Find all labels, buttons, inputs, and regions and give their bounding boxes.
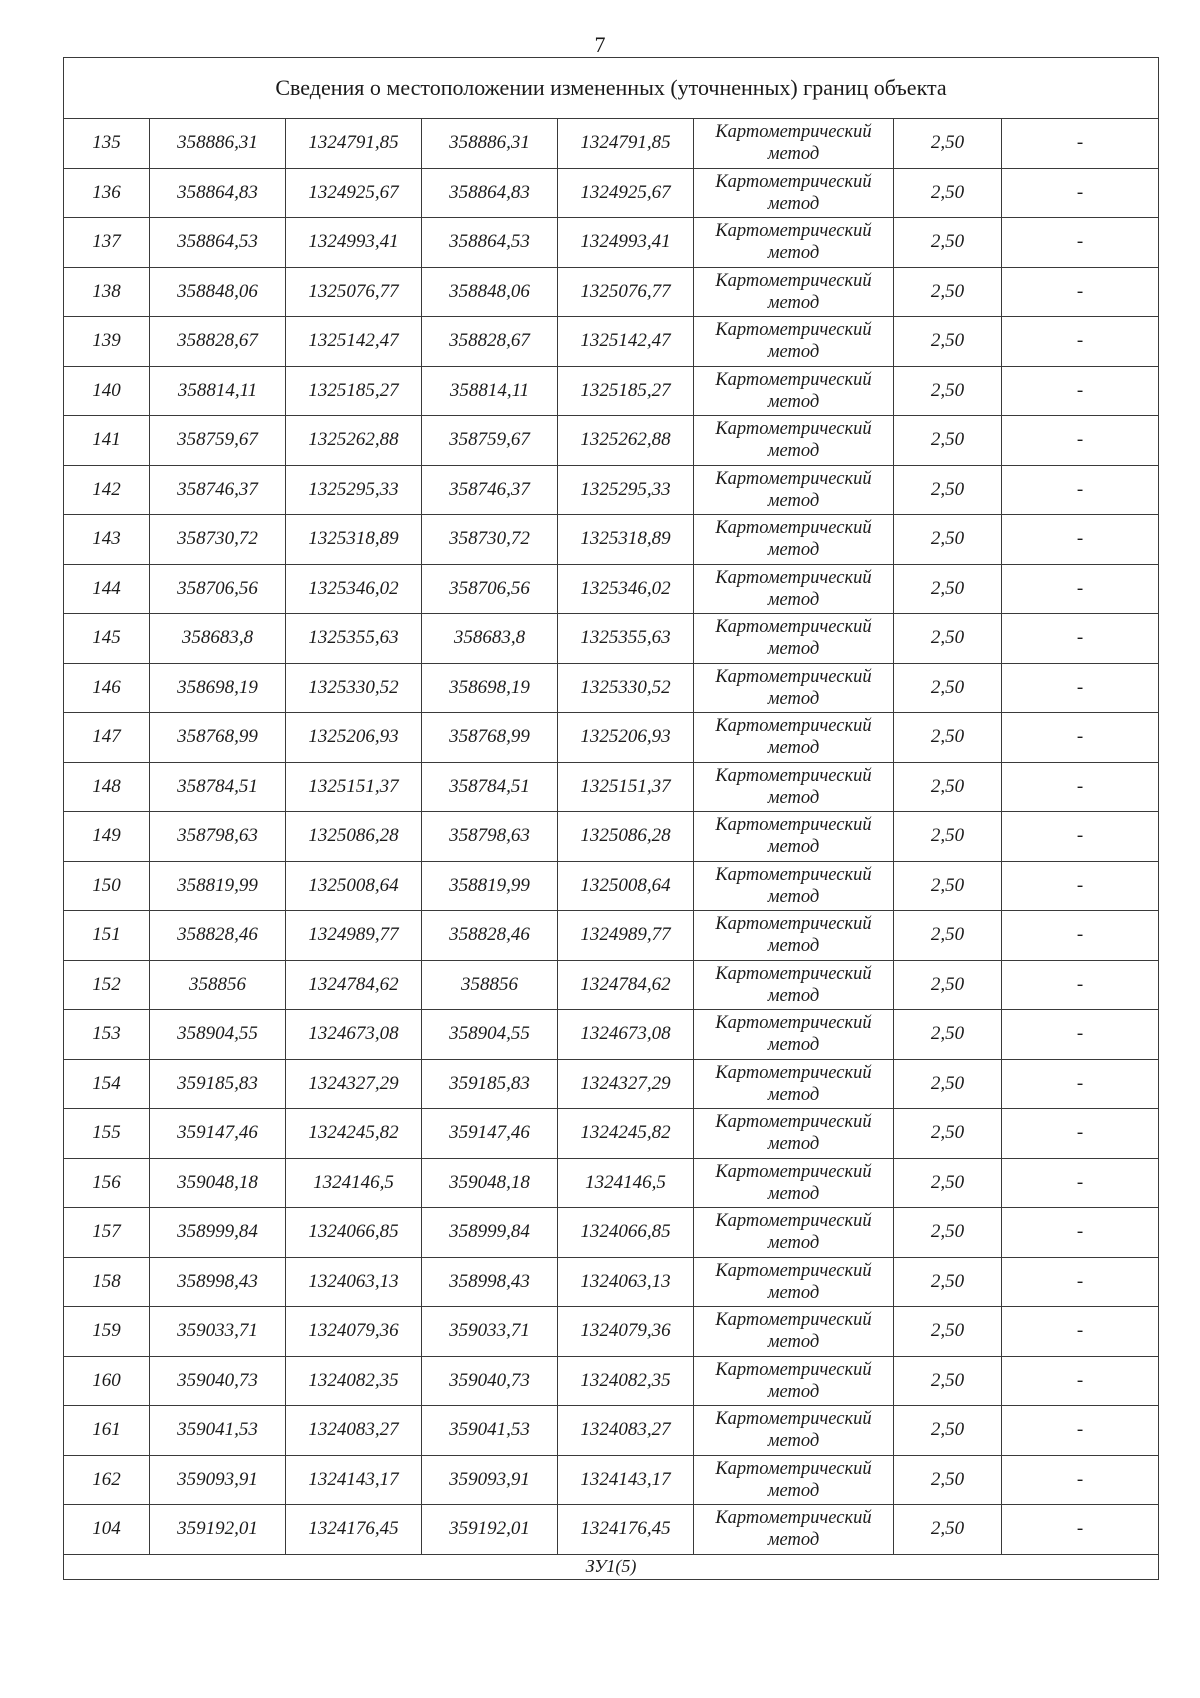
y-existing-cell: 1324925,67 — [286, 168, 422, 218]
point-number-cell: 146 — [64, 663, 150, 713]
y-new-cell: 1325346,02 — [558, 564, 694, 614]
description-cell: - — [1002, 1059, 1159, 1109]
table-footer: ЗУ1(5) — [64, 1554, 1159, 1579]
accuracy-cell: 2,50 — [894, 663, 1002, 713]
x-new-cell: 358864,53 — [422, 218, 558, 268]
x-new-cell: 358746,37 — [422, 465, 558, 515]
point-number-cell: 150 — [64, 861, 150, 911]
method-cell: Картометрический метод — [694, 515, 894, 565]
x-new-cell: 358904,55 — [422, 1010, 558, 1060]
point-number-cell: 159 — [64, 1307, 150, 1357]
y-existing-cell: 1325346,02 — [286, 564, 422, 614]
accuracy-cell: 2,50 — [894, 218, 1002, 268]
point-number-cell: 153 — [64, 1010, 150, 1060]
x-new-cell: 358768,99 — [422, 713, 558, 763]
method-cell: Картометрический метод — [694, 317, 894, 367]
x-existing-cell: 358706,56 — [150, 564, 286, 614]
description-cell: - — [1002, 861, 1159, 911]
point-number-cell: 142 — [64, 465, 150, 515]
y-existing-cell: 1325008,64 — [286, 861, 422, 911]
point-number-cell: 139 — [64, 317, 150, 367]
point-number-cell: 145 — [64, 614, 150, 664]
y-new-cell: 1325008,64 — [558, 861, 694, 911]
x-existing-cell: 358784,51 — [150, 762, 286, 812]
y-new-cell: 1324245,82 — [558, 1109, 694, 1159]
accuracy-cell: 2,50 — [894, 713, 1002, 763]
y-existing-cell: 1325076,77 — [286, 267, 422, 317]
y-new-cell: 1324079,36 — [558, 1307, 694, 1357]
description-cell: - — [1002, 366, 1159, 416]
y-existing-cell: 1325151,37 — [286, 762, 422, 812]
accuracy-cell: 2,50 — [894, 267, 1002, 317]
x-existing-cell: 358904,55 — [150, 1010, 286, 1060]
y-new-cell: 1325206,93 — [558, 713, 694, 763]
point-number-cell: 158 — [64, 1257, 150, 1307]
x-new-cell: 358998,43 — [422, 1257, 558, 1307]
accuracy-cell: 2,50 — [894, 416, 1002, 466]
y-new-cell: 1325330,52 — [558, 663, 694, 713]
accuracy-cell: 2,50 — [894, 1356, 1002, 1406]
accuracy-cell: 2,50 — [894, 1010, 1002, 1060]
y-existing-cell: 1325318,89 — [286, 515, 422, 565]
x-existing-cell: 358698,19 — [150, 663, 286, 713]
x-existing-cell: 358798,63 — [150, 812, 286, 862]
description-cell: - — [1002, 960, 1159, 1010]
y-existing-cell: 1325185,27 — [286, 366, 422, 416]
method-cell: Картометрический метод — [694, 663, 894, 713]
table-row — [64, 416, 1159, 466]
point-number-cell: 161 — [64, 1406, 150, 1456]
accuracy-cell: 2,50 — [894, 465, 1002, 515]
x-new-cell: 359040,73 — [422, 1356, 558, 1406]
table-row — [64, 1455, 1159, 1505]
x-existing-cell: 358999,84 — [150, 1208, 286, 1258]
accuracy-cell: 2,50 — [894, 564, 1002, 614]
y-existing-cell: 1325295,33 — [286, 465, 422, 515]
x-new-cell: 358683,8 — [422, 614, 558, 664]
point-number-cell: 147 — [64, 713, 150, 763]
description-cell: - — [1002, 713, 1159, 763]
x-existing-cell: 358864,83 — [150, 168, 286, 218]
accuracy-cell: 2,50 — [894, 812, 1002, 862]
y-existing-cell: 1324989,77 — [286, 911, 422, 961]
y-existing-cell: 1324245,82 — [286, 1109, 422, 1159]
x-existing-cell: 359041,53 — [150, 1406, 286, 1456]
table-row — [64, 1109, 1159, 1159]
description-cell: - — [1002, 267, 1159, 317]
x-new-cell: 358886,31 — [422, 119, 558, 169]
method-cell: Картометрический метод — [694, 366, 894, 416]
y-new-cell: 1324673,08 — [558, 1010, 694, 1060]
x-existing-cell: 359192,01 — [150, 1505, 286, 1555]
x-existing-cell: 358848,06 — [150, 267, 286, 317]
method-cell: Картометрический метод — [694, 1406, 894, 1456]
y-existing-cell: 1324066,85 — [286, 1208, 422, 1258]
page-number: 7 — [594, 32, 606, 57]
y-existing-cell: 1324083,27 — [286, 1406, 422, 1456]
y-existing-cell: 1325262,88 — [286, 416, 422, 466]
table-row — [64, 861, 1159, 911]
description-cell: - — [1002, 465, 1159, 515]
table-footer-row — [64, 1554, 1159, 1579]
table-title-row — [64, 58, 1159, 119]
accuracy-cell: 2,50 — [894, 1505, 1002, 1555]
method-cell: Картометрический метод — [694, 1010, 894, 1060]
x-new-cell: 358864,83 — [422, 168, 558, 218]
x-existing-cell: 359147,46 — [150, 1109, 286, 1159]
table-row — [64, 1158, 1159, 1208]
description-cell: - — [1002, 119, 1159, 169]
method-cell: Картометрический метод — [694, 812, 894, 862]
y-new-cell: 1324143,17 — [558, 1455, 694, 1505]
method-cell: Картометрический метод — [694, 1208, 894, 1258]
y-existing-cell: 1324791,85 — [286, 119, 422, 169]
x-existing-cell: 358886,31 — [150, 119, 286, 169]
method-cell: Картометрический метод — [694, 713, 894, 763]
point-number-cell: 140 — [64, 366, 150, 416]
table-row — [64, 168, 1159, 218]
y-new-cell: 1324146,5 — [558, 1158, 694, 1208]
x-new-cell: 358828,67 — [422, 317, 558, 367]
y-new-cell: 1325151,37 — [558, 762, 694, 812]
x-new-cell: 359185,83 — [422, 1059, 558, 1109]
x-new-cell: 359041,53 — [422, 1406, 558, 1456]
x-new-cell: 358999,84 — [422, 1208, 558, 1258]
accuracy-cell: 2,50 — [894, 1307, 1002, 1357]
table-row — [64, 1059, 1159, 1109]
y-existing-cell: 1324079,36 — [286, 1307, 422, 1357]
method-cell: Картометрический метод — [694, 614, 894, 664]
table-row — [64, 267, 1159, 317]
table-row — [64, 614, 1159, 664]
y-existing-cell: 1324327,29 — [286, 1059, 422, 1109]
method-cell: Картометрический метод — [694, 267, 894, 317]
accuracy-cell: 2,50 — [894, 317, 1002, 367]
x-existing-cell: 358828,46 — [150, 911, 286, 961]
description-cell: - — [1002, 218, 1159, 268]
x-existing-cell: 358856 — [150, 960, 286, 1010]
table-row — [64, 1406, 1159, 1456]
accuracy-cell: 2,50 — [894, 911, 1002, 961]
y-new-cell: 1324176,45 — [558, 1505, 694, 1555]
method-cell: Картометрический метод — [694, 960, 894, 1010]
accuracy-cell: 2,50 — [894, 1109, 1002, 1159]
method-cell: Картометрический метод — [694, 168, 894, 218]
accuracy-cell: 2,50 — [894, 614, 1002, 664]
point-number-cell: 156 — [64, 1158, 150, 1208]
y-existing-cell: 1324082,35 — [286, 1356, 422, 1406]
method-cell: Картометрический метод — [694, 1158, 894, 1208]
y-new-cell: 1324989,77 — [558, 911, 694, 961]
y-new-cell: 1324063,13 — [558, 1257, 694, 1307]
accuracy-cell: 2,50 — [894, 960, 1002, 1010]
y-existing-cell: 1324993,41 — [286, 218, 422, 268]
method-cell: Картометрический метод — [694, 1257, 894, 1307]
description-cell: - — [1002, 911, 1159, 961]
x-new-cell: 358856 — [422, 960, 558, 1010]
point-number-cell: 162 — [64, 1455, 150, 1505]
y-new-cell: 1324327,29 — [558, 1059, 694, 1109]
point-number-cell: 104 — [64, 1505, 150, 1555]
accuracy-cell: 2,50 — [894, 861, 1002, 911]
description-cell: - — [1002, 515, 1159, 565]
description-cell: - — [1002, 168, 1159, 218]
y-new-cell: 1324083,27 — [558, 1406, 694, 1456]
boundary-coordinates-table — [63, 57, 1159, 1580]
accuracy-cell: 2,50 — [894, 119, 1002, 169]
accuracy-cell: 2,50 — [894, 168, 1002, 218]
x-new-cell: 358706,56 — [422, 564, 558, 614]
x-existing-cell: 358998,43 — [150, 1257, 286, 1307]
y-existing-cell: 1324176,45 — [286, 1505, 422, 1555]
table-row — [64, 465, 1159, 515]
accuracy-cell: 2,50 — [894, 1059, 1002, 1109]
x-existing-cell: 358768,99 — [150, 713, 286, 763]
y-new-cell: 1325262,88 — [558, 416, 694, 466]
method-cell: Картометрический метод — [694, 1455, 894, 1505]
table-row — [64, 366, 1159, 416]
x-existing-cell: 358864,53 — [150, 218, 286, 268]
x-new-cell: 358819,99 — [422, 861, 558, 911]
table-row — [64, 119, 1159, 169]
method-cell: Картометрический метод — [694, 1109, 894, 1159]
point-number-cell: 137 — [64, 218, 150, 268]
table-row — [64, 960, 1159, 1010]
y-existing-cell: 1325330,52 — [286, 663, 422, 713]
x-new-cell: 359192,01 — [422, 1505, 558, 1555]
y-new-cell: 1324082,35 — [558, 1356, 694, 1406]
table-row — [64, 911, 1159, 961]
y-new-cell: 1325318,89 — [558, 515, 694, 565]
table-row — [64, 564, 1159, 614]
method-cell: Картометрический метод — [694, 861, 894, 911]
y-existing-cell: 1324673,08 — [286, 1010, 422, 1060]
x-new-cell: 358814,11 — [422, 366, 558, 416]
table-row — [64, 1307, 1159, 1357]
y-new-cell: 1324791,85 — [558, 119, 694, 169]
x-new-cell: 358798,63 — [422, 812, 558, 862]
y-new-cell: 1325142,47 — [558, 317, 694, 367]
description-cell: - — [1002, 1158, 1159, 1208]
table-row — [64, 812, 1159, 862]
description-cell: - — [1002, 1109, 1159, 1159]
table-row — [64, 317, 1159, 367]
description-cell: - — [1002, 1010, 1159, 1060]
table-row — [64, 1505, 1159, 1555]
point-number-cell: 148 — [64, 762, 150, 812]
x-existing-cell: 359093,91 — [150, 1455, 286, 1505]
table-row — [64, 1208, 1159, 1258]
point-number-cell: 143 — [64, 515, 150, 565]
y-new-cell: 1325076,77 — [558, 267, 694, 317]
accuracy-cell: 2,50 — [894, 366, 1002, 416]
y-existing-cell: 1324146,5 — [286, 1158, 422, 1208]
point-number-cell: 138 — [64, 267, 150, 317]
accuracy-cell: 2,50 — [894, 515, 1002, 565]
x-existing-cell: 359033,71 — [150, 1307, 286, 1357]
y-existing-cell: 1324063,13 — [286, 1257, 422, 1307]
x-existing-cell: 358746,37 — [150, 465, 286, 515]
x-existing-cell: 358819,99 — [150, 861, 286, 911]
description-cell: - — [1002, 614, 1159, 664]
point-number-cell: 136 — [64, 168, 150, 218]
x-existing-cell: 359048,18 — [150, 1158, 286, 1208]
method-cell: Картометрический метод — [694, 911, 894, 961]
x-new-cell: 358730,72 — [422, 515, 558, 565]
x-existing-cell: 358730,72 — [150, 515, 286, 565]
table-row — [64, 1257, 1159, 1307]
x-new-cell: 358828,46 — [422, 911, 558, 961]
x-existing-cell: 358683,8 — [150, 614, 286, 664]
description-cell: - — [1002, 1307, 1159, 1357]
x-new-cell: 358848,06 — [422, 267, 558, 317]
table-row — [64, 663, 1159, 713]
y-existing-cell: 1325206,93 — [286, 713, 422, 763]
method-cell: Картометрический метод — [694, 465, 894, 515]
point-number-cell: 157 — [64, 1208, 150, 1258]
point-number-cell: 155 — [64, 1109, 150, 1159]
description-cell: - — [1002, 564, 1159, 614]
description-cell: - — [1002, 1356, 1159, 1406]
accuracy-cell: 2,50 — [894, 762, 1002, 812]
description-cell: - — [1002, 317, 1159, 367]
y-existing-cell: 1325086,28 — [286, 812, 422, 862]
method-cell: Картометрический метод — [694, 218, 894, 268]
point-number-cell: 154 — [64, 1059, 150, 1109]
y-new-cell: 1324993,41 — [558, 218, 694, 268]
x-new-cell: 358759,67 — [422, 416, 558, 466]
table-row — [64, 515, 1159, 565]
description-cell: - — [1002, 762, 1159, 812]
x-existing-cell: 358759,67 — [150, 416, 286, 466]
point-number-cell: 151 — [64, 911, 150, 961]
x-existing-cell: 358828,67 — [150, 317, 286, 367]
table-row — [64, 218, 1159, 268]
method-cell: Картометрический метод — [694, 1356, 894, 1406]
description-cell: - — [1002, 1208, 1159, 1258]
accuracy-cell: 2,50 — [894, 1158, 1002, 1208]
x-existing-cell: 359185,83 — [150, 1059, 286, 1109]
method-cell: Картометрический метод — [694, 1505, 894, 1555]
y-new-cell: 1324066,85 — [558, 1208, 694, 1258]
x-new-cell: 359033,71 — [422, 1307, 558, 1357]
x-new-cell: 359147,46 — [422, 1109, 558, 1159]
y-existing-cell: 1324143,17 — [286, 1455, 422, 1505]
x-existing-cell: 359040,73 — [150, 1356, 286, 1406]
point-number-cell: 135 — [64, 119, 150, 169]
point-number-cell: 141 — [64, 416, 150, 466]
accuracy-cell: 2,50 — [894, 1455, 1002, 1505]
method-cell: Картометрический метод — [694, 119, 894, 169]
y-new-cell: 1325185,27 — [558, 366, 694, 416]
description-cell: - — [1002, 416, 1159, 466]
y-existing-cell: 1325142,47 — [286, 317, 422, 367]
point-number-cell: 149 — [64, 812, 150, 862]
y-new-cell: 1325295,33 — [558, 465, 694, 515]
y-new-cell: 1325355,63 — [558, 614, 694, 664]
accuracy-cell: 2,50 — [894, 1208, 1002, 1258]
point-number-cell: 144 — [64, 564, 150, 614]
description-cell: - — [1002, 1406, 1159, 1456]
method-cell: Картометрический метод — [694, 1059, 894, 1109]
method-cell: Картометрический метод — [694, 416, 894, 466]
table-row — [64, 713, 1159, 763]
x-new-cell: 359048,18 — [422, 1158, 558, 1208]
x-new-cell: 358784,51 — [422, 762, 558, 812]
table-row — [64, 1010, 1159, 1060]
y-new-cell: 1325086,28 — [558, 812, 694, 862]
accuracy-cell: 2,50 — [894, 1406, 1002, 1456]
y-new-cell: 1324925,67 — [558, 168, 694, 218]
x-new-cell: 358698,19 — [422, 663, 558, 713]
table-row — [64, 1356, 1159, 1406]
point-number-cell: 152 — [64, 960, 150, 1010]
x-existing-cell: 358814,11 — [150, 366, 286, 416]
method-cell: Картометрический метод — [694, 1307, 894, 1357]
table-title: Сведения о местоположении измененных (уточненных) границ объекта — [64, 58, 1159, 119]
method-cell: Картометрический метод — [694, 762, 894, 812]
description-cell: - — [1002, 812, 1159, 862]
method-cell: Картометрический метод — [694, 564, 894, 614]
description-cell: - — [1002, 1505, 1159, 1555]
point-number-cell: 160 — [64, 1356, 150, 1406]
x-new-cell: 359093,91 — [422, 1455, 558, 1505]
y-existing-cell: 1324784,62 — [286, 960, 422, 1010]
y-new-cell: 1324784,62 — [558, 960, 694, 1010]
description-cell: - — [1002, 663, 1159, 713]
description-cell: - — [1002, 1455, 1159, 1505]
table-row — [64, 762, 1159, 812]
description-cell: - — [1002, 1257, 1159, 1307]
accuracy-cell: 2,50 — [894, 1257, 1002, 1307]
table-body — [64, 119, 1159, 1555]
y-existing-cell: 1325355,63 — [286, 614, 422, 664]
